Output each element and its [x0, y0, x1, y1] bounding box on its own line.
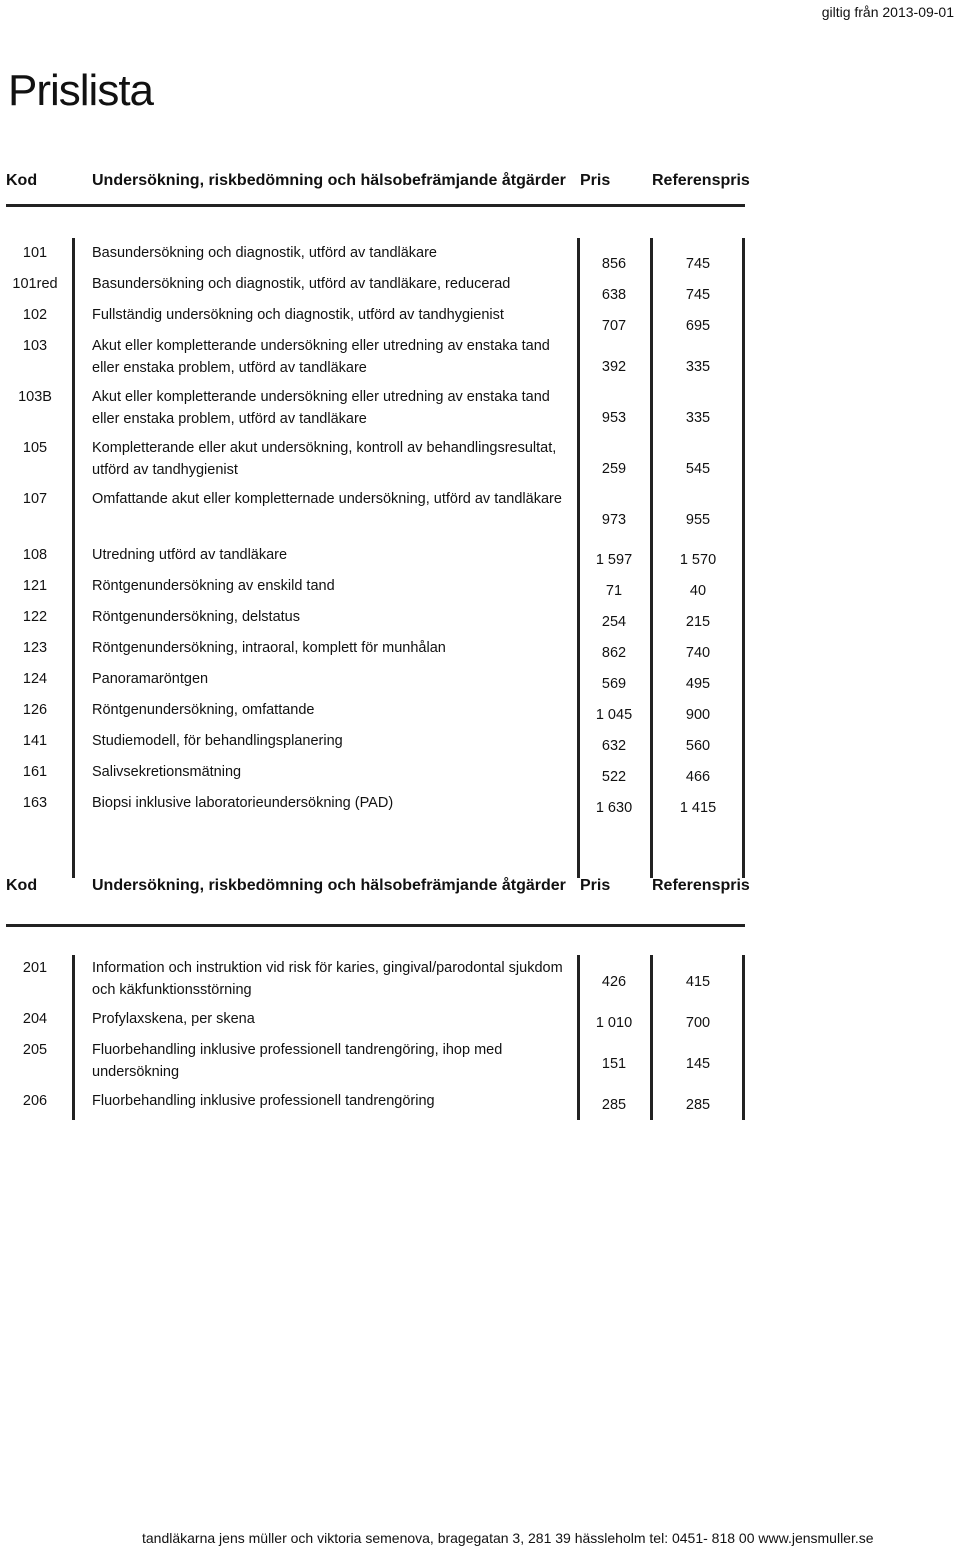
- row-code: 161: [22, 764, 48, 780]
- row-price: 953: [601, 410, 627, 426]
- column-divider: [72, 955, 75, 1120]
- row-code: 126: [22, 702, 48, 718]
- row-reference-price: 740: [685, 645, 711, 661]
- table-header: [0, 877, 960, 937]
- row-reference-price: 1 570: [679, 552, 717, 568]
- row-reference-price: 40: [689, 583, 707, 599]
- row-code: 206: [22, 1093, 48, 1109]
- row-reference-price: 495: [685, 676, 711, 692]
- row-code: 141: [22, 733, 48, 749]
- row-reference-price: 745: [685, 287, 711, 303]
- header-referenspris: Referenspris: [652, 172, 750, 189]
- row-reference-price: 1 415: [679, 800, 717, 816]
- header-pris: Pris: [580, 172, 611, 189]
- row-description: Basundersökning och diagnostik, utförd av tandläkare, reducerad: [92, 276, 511, 292]
- row-reference-price: 700: [685, 1015, 711, 1031]
- row-price: 71: [605, 583, 623, 599]
- row-description: Biopsi inklusive laboratorieundersökning (PAD): [92, 795, 394, 811]
- header-pris: Pris: [580, 877, 611, 894]
- row-description: Röntgenundersökning av enskild tand: [92, 578, 335, 594]
- header-description: Undersökning, riskbedömning och hälsobefrämjande åtgärder: [92, 172, 566, 189]
- row-description: Utredning utförd av tandläkare: [92, 547, 288, 563]
- row-description: Akut eller kompletterande undersökning eller utredning av enstaka tand eller enstaka problem, utförd av tandläkare: [92, 389, 550, 427]
- row-reference-price: 745: [685, 256, 711, 272]
- column-divider: [650, 238, 653, 878]
- row-description: Kompletterande eller akut undersökning, kontroll av behandlingsresultat, utförd av tandhygienist: [92, 440, 557, 478]
- row-description: Fluorbehandling inklusive professionell tandrengöring, ihop med undersökning: [92, 1042, 503, 1080]
- row-code: 105: [22, 440, 48, 456]
- row-reference-price: 560: [685, 738, 711, 754]
- column-divider: [650, 955, 653, 1120]
- row-price: 1 010: [595, 1015, 633, 1031]
- row-description: Röntgenundersökning, omfattande: [92, 702, 315, 718]
- row-description: Information och instruktion vid risk för karies, gingival/parodontal sjukdom och käkfunktionsstörning: [92, 960, 563, 998]
- header-rule: [6, 924, 745, 927]
- row-description: Fullständig undersökning och diagnostik, utförd av tandhygienist: [92, 307, 504, 323]
- row-description: Röntgenundersökning, delstatus: [92, 609, 300, 625]
- row-code: 107: [22, 491, 48, 507]
- row-reference-price: 335: [685, 359, 711, 375]
- row-code: 124: [22, 671, 48, 687]
- price-table-1: [0, 172, 960, 816]
- row-price: 426: [601, 974, 627, 990]
- row-price: 856: [601, 256, 627, 272]
- row-description: Röntgenundersökning, intraoral, komplett för munhålan: [92, 640, 446, 656]
- row-reference-price: 695: [685, 318, 711, 334]
- row-code: 163: [22, 795, 48, 811]
- row-code: 122: [22, 609, 48, 625]
- row-reference-price: 215: [685, 614, 711, 630]
- row-description: Salivsekretionsmätning: [92, 764, 242, 780]
- row-reference-price: 415: [685, 974, 711, 990]
- row-price: 522: [601, 769, 627, 785]
- row-code: 101: [22, 245, 48, 261]
- row-price: 973: [601, 512, 627, 528]
- row-description: Akut eller kompletterande undersökning eller utredning av enstaka tand eller enstaka problem, utförd av tandläkare: [92, 338, 550, 376]
- row-reference-price: 285: [685, 1097, 711, 1113]
- row-code: 201: [22, 960, 48, 976]
- row-description: Panoramaröntgen: [92, 671, 209, 687]
- row-price: 285: [601, 1097, 627, 1113]
- row-reference-price: 335: [685, 410, 711, 426]
- row-code: 103B: [18, 389, 52, 405]
- row-reference-price: 545: [685, 461, 711, 477]
- header-referenspris: Referenspris: [652, 877, 750, 894]
- row-price: 1 045: [595, 707, 633, 723]
- row-price: 151: [601, 1056, 627, 1072]
- column-divider: [72, 238, 75, 878]
- row-price: 1 630: [595, 800, 633, 816]
- row-code: 204: [22, 1011, 48, 1027]
- row-price: 392: [601, 359, 627, 375]
- header-kod: Kod: [6, 877, 38, 894]
- row-price: 707: [601, 318, 627, 334]
- row-reference-price: 955: [685, 512, 711, 528]
- row-description: Basundersökning och diagnostik, utförd av tandläkare: [92, 245, 437, 261]
- row-price: 254: [601, 614, 627, 630]
- row-price: 862: [601, 645, 627, 661]
- row-price: 259: [601, 461, 627, 477]
- footer-contact: tandläkarna jens müller och viktoria semenova, bragegatan 3, 281 39 hässleholm tel: 0451- 818 00 www.jensmuller.se: [142, 1530, 874, 1546]
- row-code: 123: [22, 640, 48, 656]
- row-code: 103: [22, 338, 48, 354]
- row-description: Profylaxskena, per skena: [92, 1011, 255, 1027]
- row-price: 1 597: [595, 552, 633, 568]
- row-price: 638: [601, 287, 627, 303]
- row-description: Omfattande akut eller kompletternade undersökning, utförd av tandläkare: [92, 491, 562, 507]
- column-divider: [742, 238, 745, 878]
- row-code: 108: [22, 547, 48, 563]
- table-header: [0, 172, 960, 232]
- header-rule: [6, 204, 745, 207]
- row-reference-price: 145: [685, 1056, 711, 1072]
- row-price: 632: [601, 738, 627, 754]
- row-code: 121: [22, 578, 48, 594]
- row-code: 102: [22, 307, 48, 323]
- row-reference-price: 466: [685, 769, 711, 785]
- row-description: Studiemodell, för behandlingsplanering: [92, 733, 343, 749]
- page-title: Prislista: [8, 66, 154, 115]
- column-divider: [742, 955, 745, 1120]
- header-kod: Kod: [6, 172, 38, 189]
- row-code: 101red: [12, 276, 58, 292]
- header-description: Undersökning, riskbedömning och hälsobefrämjande åtgärder: [92, 877, 566, 894]
- row-code: 205: [22, 1042, 48, 1058]
- validity-date: giltig från 2013-09-01: [821, 4, 954, 20]
- row-description: Fluorbehandling inklusive professionell tandrengöring: [92, 1093, 435, 1109]
- price-table-2: [0, 877, 960, 1113]
- row-price: 569: [601, 676, 627, 692]
- row-reference-price: 900: [685, 707, 711, 723]
